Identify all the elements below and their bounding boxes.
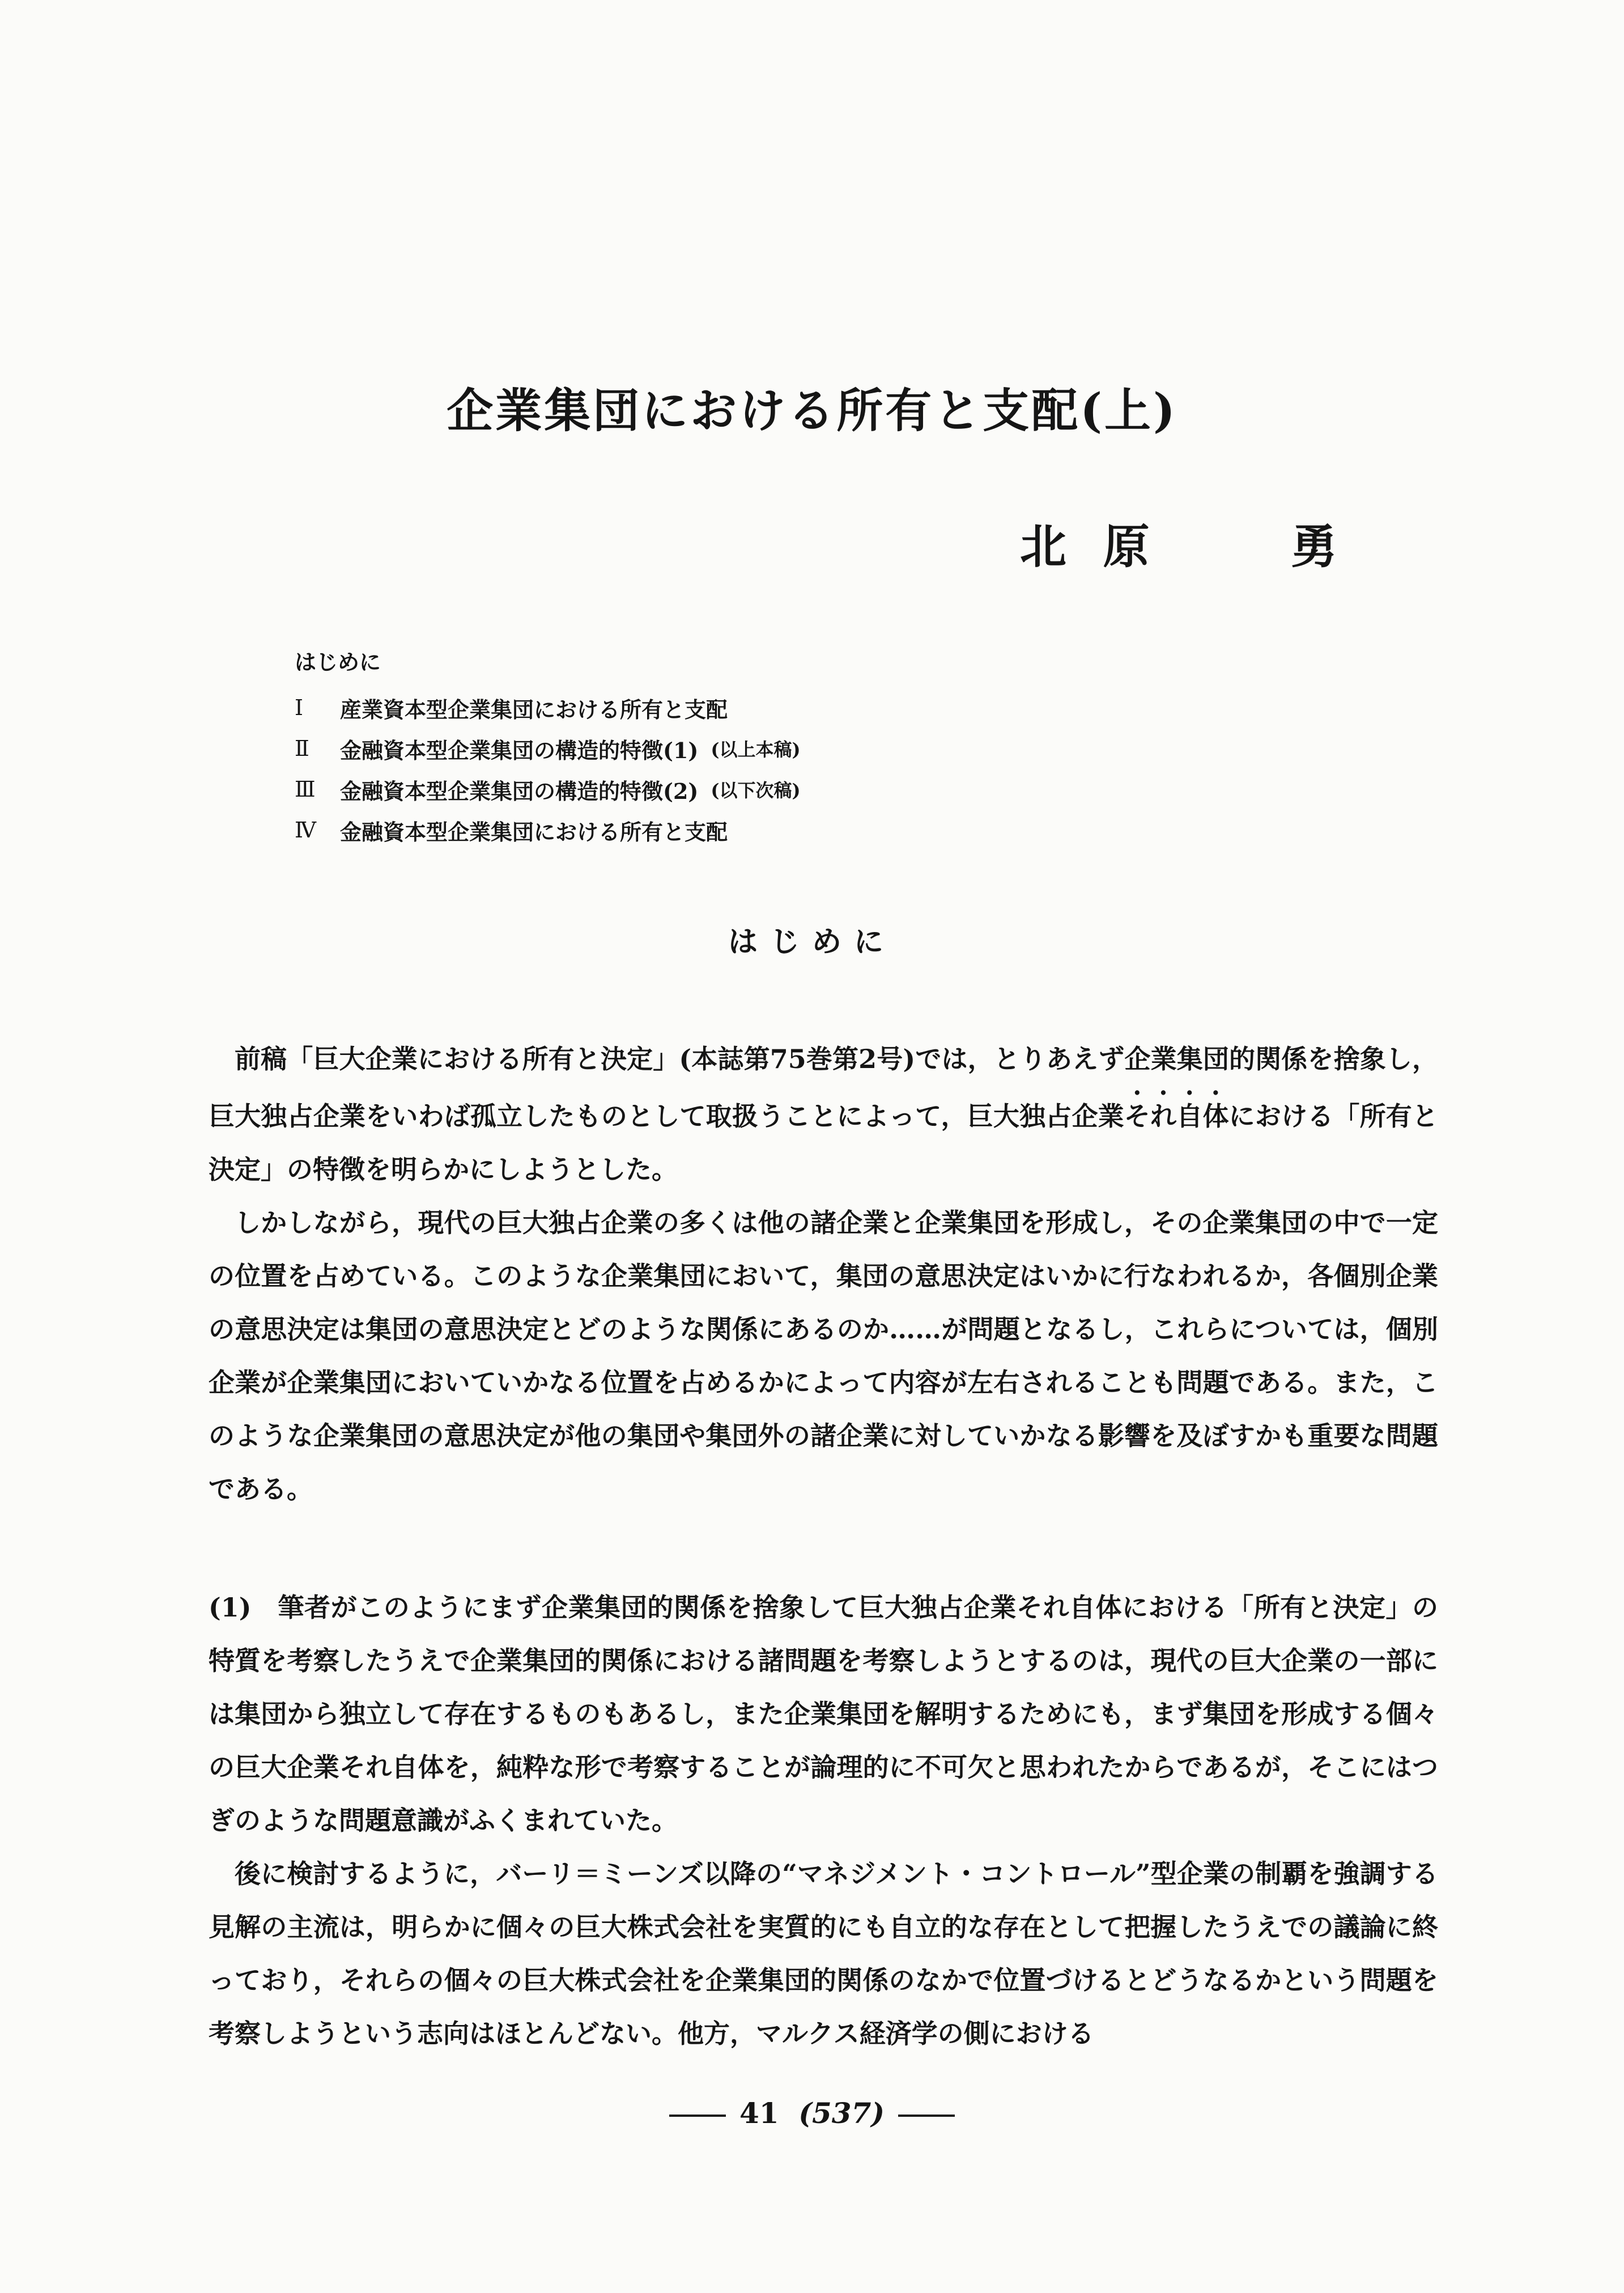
author-char: 勇 [1290,520,1337,574]
total-page-number: (537) [798,2096,885,2130]
toc-note: (以下次稿) [711,780,801,801]
paper-title: 企業集団における所有と支配(上) [447,384,1177,438]
author-spacer [1186,510,1254,576]
footnote: (1) 筆者がこのようにまず企業集団的関係を捨象して巨大独占企業それ自体における「所有と決定」の特質を考察したうえで企業集団的関係における諸問題を考察しようとするのは，現代の巨大企業の一部には集団から独立して存在するものもあるし，また企業集団を解明するためにも，まず集団を形成する個々の巨大企業それ自体を，純粋な形で考察することが論理的に不可欠と思われたからであるが，そこにはつぎのような問題意識がふくまれていた。 [209,1592,1438,1836]
footer-rule [669,2115,726,2117]
table-of-contents [295,645,801,850]
author-char: 北 [1020,520,1067,574]
footnote-continuation: 後に検討するように，バーリ＝ミーンズ以降の“マネジメント・コントロール”型企業の制覇を強調する見解の主流は，明らかに個々の巨大株式会社を実質的にも自立的な存在として把握したうえでの議論に終っており，それらの個々の巨大株式会社を企業集団的関係のなかで位置づけるとどうなるかという問題を考察しようという志向はほとんどない。他方，マルクス経済学の側における [209,1858,1438,2049]
toc-number: Ⅲ [295,777,316,802]
paragraph-text: における「所有と決定」の特徴を明らかにしようとした。 [209,1101,1438,1185]
author-char: 原 [1103,520,1150,574]
paragraph: しかしながら，現代の巨大独占企業の多くは他の諸企業と企業集団を形成し，その企業集団の中で一定の位置を占めている。このような企業集団において，集団の意思決定はいかに行なわれるか，各個別企業の意思決定は集団の意思決定とどのような関係にあるのか……が問題となるし，これらについては，個別企業が企業集団においていかなる位置を占めるかによって内容が左右されることも問題である。また，このような企業集団の意思決定が他の集団や集団外の諸企業に対していかなる影響を及ぼすかも重要な問題である。 [209,1207,1439,1504]
toc-number: Ⅰ [295,695,304,720]
toc-label: 金融資本型企業集団の構造的特徴(1) [340,737,699,763]
page-number: 41 [739,2096,779,2130]
toc-item [295,687,801,728]
toc-number: Ⅳ [295,818,316,843]
toc-item [295,728,801,769]
footer-rule [898,2115,955,2117]
section-heading: はじめに [728,925,896,959]
emphasized-text: それ自体 [1124,1101,1229,1131]
toc-label: 金融資本型企業集団の構造的特徴(2) [340,778,699,804]
toc-label: 産業資本型企業集団における所有と支配 [340,696,728,722]
footnotes [209,1581,1438,2060]
paragraph-text: 前稿「巨大企業における所有と決定」(本誌第75巻第2号)では，とりあえず企業集団的関係を捨象し，巨大独占企業をいわば孤立したものとして取扱うことによって，巨大独占企業 [209,1044,1438,1131]
paragraph [209,1032,1438,1196]
toc-note: (以上本稿) [711,739,801,760]
toc-item [295,769,801,810]
page-footer [0,2096,1624,2130]
toc-heading: はじめに [295,649,381,675]
toc-item [295,810,801,850]
toc-number: Ⅱ [295,736,309,761]
toc-label: 金融資本型企業集団における所有と支配 [340,819,728,845]
author-name [1020,510,1337,576]
body-text [209,1032,1438,1516]
